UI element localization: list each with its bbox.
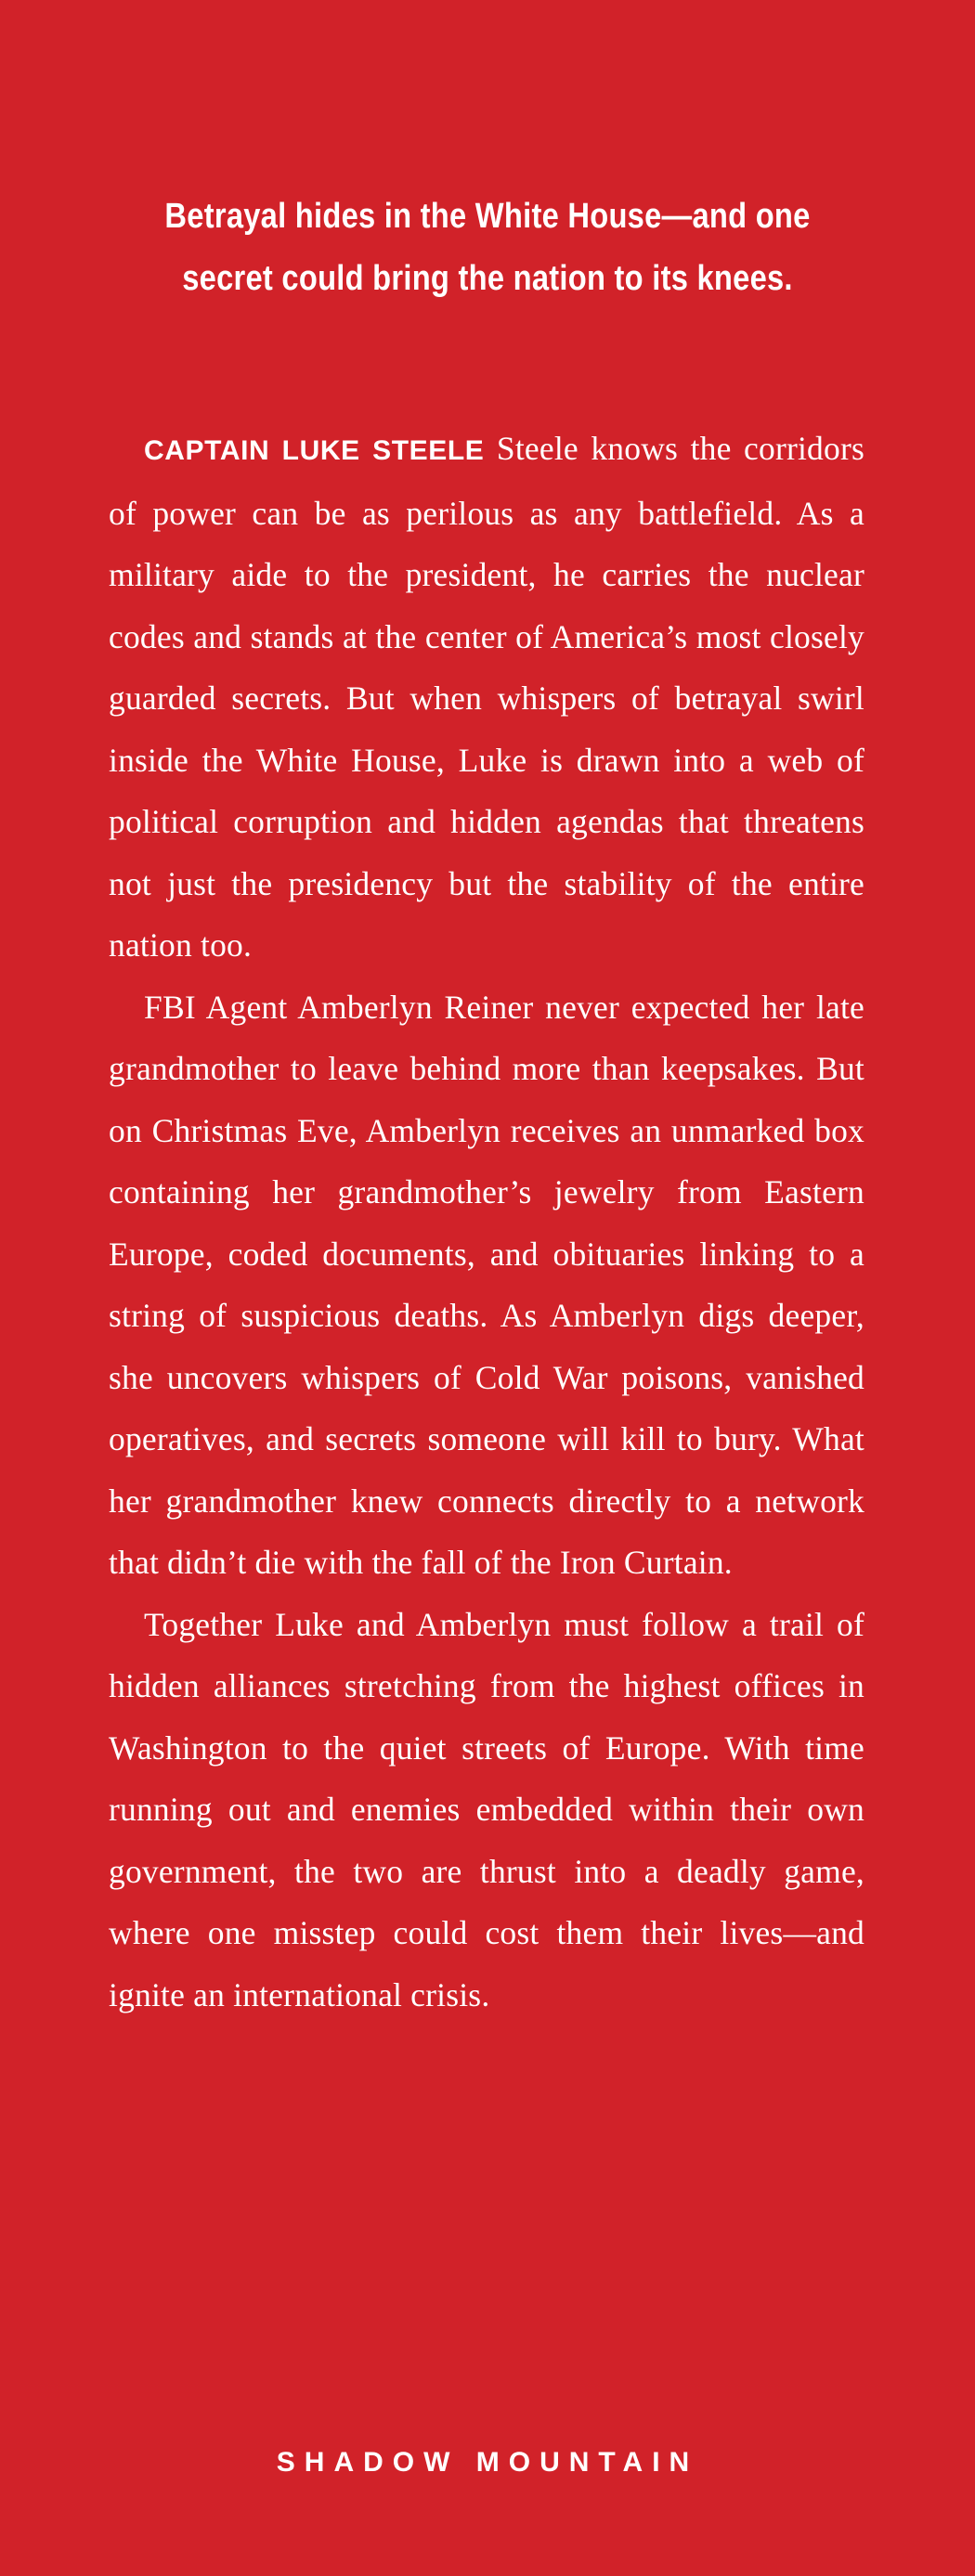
synopsis-paragraph-2: FBI Agent Amberlyn Reiner never expected her late grandmother to leave behind more than keepsakes. But on Christmas Eve, Amberlyn receives an unmarked box containing her grandmother’s jewelry from Eastern Europe, coded documents, and obituaries linking to a string of suspicious deaths. As Amberlyn digs deeper, she uncovers whispers of Cold War poisons, vanished operatives, and secrets someone will kill to bury. What her grandmother knew connects directly to a network that didn’t die with the fall of the Iron Curtain. xyxy=(109,988,864,1581)
paragraph-1-text: Steele knows the corridors of power can be as perilous as any battlefield. As a military aide to the president, he carries the nuclear codes and stands at the center of America’s most closely guarded secrets. But when whispers of betrayal swirl inside the White House, Luke is drawn into a web of political corruption and hidden agendas that threatens not just the presidency but the stability of the entire nation too. xyxy=(109,430,864,964)
synopsis-paragraph-3: Together Luke and Amberlyn must follow a trail of hidden alliances stretching from the highest offices in Washington to the quiet streets of Europe. With time running out and enemies embedded within their own government, the two are thrust into a deadly game, where one misstep could cost them their lives—and ignite an international crisis. xyxy=(109,1605,864,2013)
character-lead-in: CAPTAIN LUKE STEELE xyxy=(144,435,485,466)
tagline-line-1: Betrayal hides in the White House—and one xyxy=(164,197,811,236)
synopsis xyxy=(109,418,864,2026)
synopsis-paragraph-1 xyxy=(109,418,864,977)
tagline-line-2: secret could bring the nation to its knees. xyxy=(182,259,793,298)
tagline xyxy=(149,186,827,310)
publisher-logo-text: SHADOW MOUNTAIN xyxy=(276,2447,699,2478)
